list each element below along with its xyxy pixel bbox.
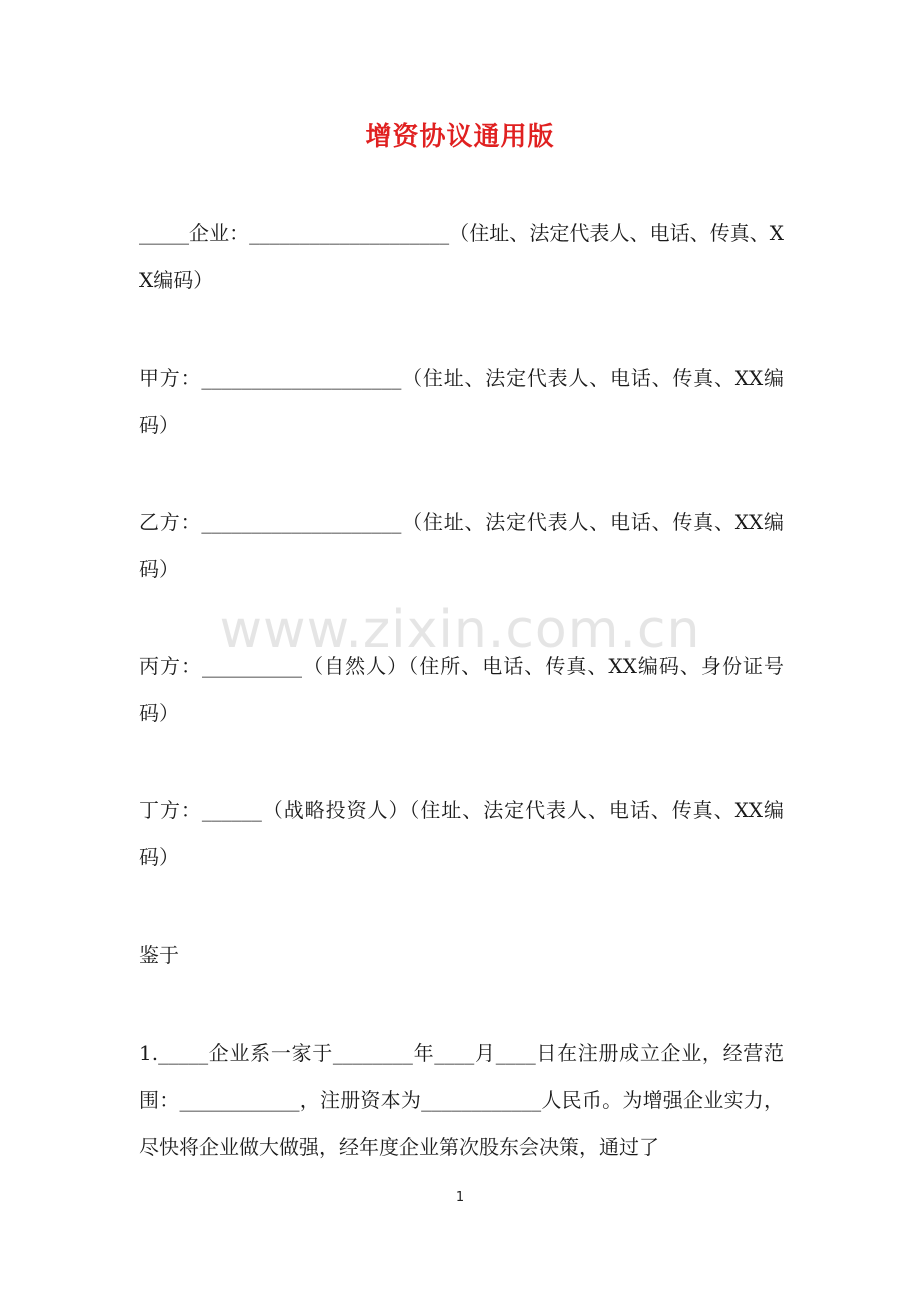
paragraph-clause-1: 1._____企业系一家于________年____月____日在注册成立企业，经营范围：____________，注册资本为____________人民币。为增强企业实力，尽快将企业做大做强，经年度企业第次股东会决策，通过了 (139, 1041, 784, 1159)
paragraph-enterprise: _____企业：____________________（住址、法定代表人、电话、传真、XX编码） (139, 221, 784, 292)
paragraph-party-d: 丁方：______（战略投资人）（住址、法定代表人、电话、传真、XX编码） (139, 798, 784, 869)
watermark-text: www.zixin.com.cn (219, 600, 701, 660)
document-title: 增资协议通用版 (365, 122, 555, 152)
paragraph-party-c: 丙方：__________（自然人）（住所、电话、传真、XX编码、身份证号码） (139, 654, 784, 725)
paragraph-whereas: 鉴于 (139, 943, 179, 967)
page-number: 1 (455, 1190, 465, 1205)
paragraph-party-a: 甲方：____________________（住址、法定代表人、电话、传真、XX编码） (139, 366, 784, 437)
paragraph-party-b: 乙方：____________________（住址、法定代表人、电话、传真、XX编码） (139, 510, 784, 581)
